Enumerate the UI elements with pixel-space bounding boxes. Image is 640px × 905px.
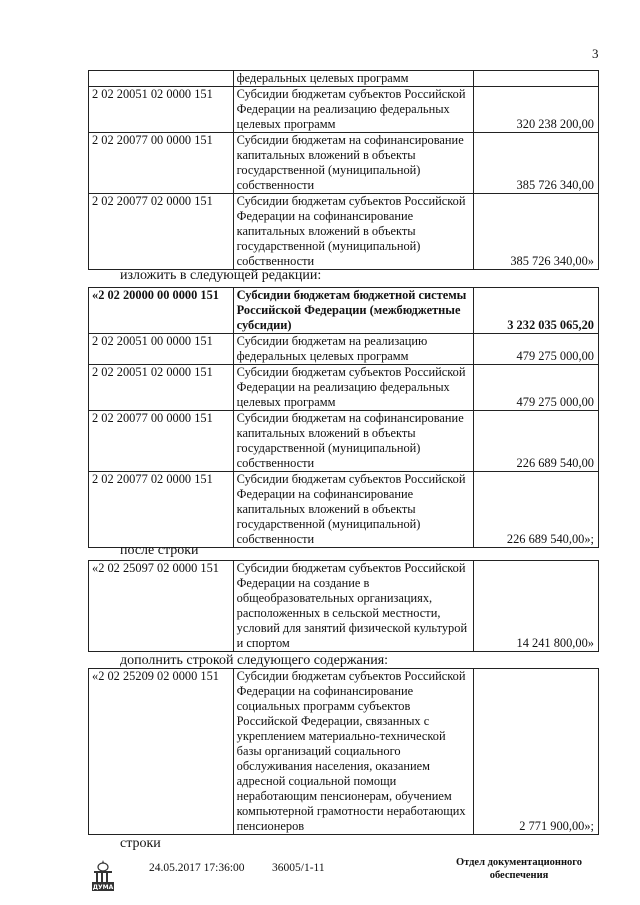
description-cell: Субсидии бюджетам субъектов Российской Федерации на софинансирование капитальных вложений в объекты государственной (муниципальной) собственности (233, 472, 474, 548)
table-row (89, 87, 599, 133)
page-number: 3 (592, 46, 599, 61)
table-row (89, 133, 599, 194)
table-row (89, 194, 599, 270)
stamp-line: обеспечения (489, 870, 549, 881)
instruction-text: после строки (120, 543, 199, 558)
footer-doc-number: 36005/1-11 (272, 862, 325, 874)
table-row (89, 365, 599, 411)
footer-datetime: 24.05.2017 17:36:00 (149, 862, 245, 874)
duma-logo (88, 858, 118, 892)
budget-table-added (88, 668, 599, 835)
amount-cell: 226 689 540,00 (474, 411, 599, 472)
code-cell: 2 02 20077 02 0000 151 (89, 472, 234, 548)
table-row (89, 411, 599, 472)
amount-cell: 320 238 200,00 (474, 87, 599, 133)
amount-cell: 226 689 540,00»; (474, 472, 599, 548)
table-row (89, 561, 599, 652)
budget-table-after (88, 560, 599, 652)
budget-table-new (88, 287, 599, 548)
description-cell: Субсидии бюджетам на софинансирование капитальных вложений в объекты государственной (муниципальной) собственности (233, 411, 474, 472)
budget-table-old (88, 70, 599, 270)
instruction-text: изложить в следующей редакции: (120, 268, 322, 283)
stamp-line: Отдел документационного (455, 857, 583, 868)
description-cell: Субсидии бюджетам субъектов Российской Федерации на реализацию федеральных целевых программ (233, 365, 474, 411)
table-row (89, 71, 599, 87)
description-cell: Субсидии бюджетам на реализацию федеральных целевых программ (233, 334, 474, 365)
amount-cell: 479 275 000,00 (474, 334, 599, 365)
code-cell: 2 02 20051 00 0000 151 (89, 334, 234, 365)
code-cell: «2 02 20000 00 0000 151 (89, 288, 234, 334)
table-row (89, 288, 599, 334)
amount-cell: 385 726 340,00 (474, 133, 599, 194)
code-cell: «2 02 25209 02 0000 151 (89, 669, 234, 835)
description-cell: Субсидии бюджетам субъектов Российской Федерации на софинансирование социальных программ субъектов Российской Федерации, связанных с укреплением материально-технической базы организаций социального обслуживания населения, оказанием адресной социальной помощи неработающим пенсионерам, обучением компьютерной грамотности неработающих пенсионеров (233, 669, 474, 835)
description-cell: Субсидии бюджетам бюджетной системы Российской Федерации (межбюджетные субсидии) (233, 288, 474, 334)
amount-cell: 3 232 035 065,20 (474, 288, 599, 334)
amount-cell: 479 275 000,00 (474, 365, 599, 411)
description-cell: Субсидии бюджетам субъектов Российской Федерации на софинансирование капитальных вложений в объекты государственной (муниципальной) собственности (233, 194, 474, 270)
code-cell: 2 02 20077 00 0000 151 (89, 411, 234, 472)
code-cell: «2 02 25097 02 0000 151 (89, 561, 234, 652)
table-row (89, 334, 599, 365)
code-cell: 2 02 20077 02 0000 151 (89, 194, 234, 270)
code-cell: 2 02 20051 02 0000 151 (89, 87, 234, 133)
description-cell: Субсидии бюджетам на софинансирование капитальных вложений в объекты государственной (муниципальной) собственности (233, 133, 474, 194)
logo-text: ДУМА (92, 884, 114, 891)
instruction-text: дополнить строкой следующего содержания: (120, 653, 389, 668)
amount-cell (474, 71, 599, 87)
code-cell: 2 02 20077 00 0000 151 (89, 133, 234, 194)
code-cell: 2 02 20051 02 0000 151 (89, 365, 234, 411)
department-stamp (444, 856, 594, 882)
table-row (89, 472, 599, 548)
table-row (89, 669, 599, 835)
instruction-text: строки (120, 836, 161, 851)
description-cell: Субсидии бюджетам субъектов Российской Федерации на создание в общеобразовательных организациях, расположенных в сельской местности, условий для занятий физической культурой и спортом (233, 561, 474, 652)
amount-cell: 385 726 340,00» (474, 194, 599, 270)
amount-cell: 14 241 800,00» (474, 561, 599, 652)
description-cell: федеральных целевых программ (233, 71, 474, 87)
description-cell: Субсидии бюджетам субъектов Российской Федерации на реализацию федеральных целевых программ (233, 87, 474, 133)
amount-cell: 2 771 900,00»; (474, 669, 599, 835)
code-cell (89, 71, 234, 87)
